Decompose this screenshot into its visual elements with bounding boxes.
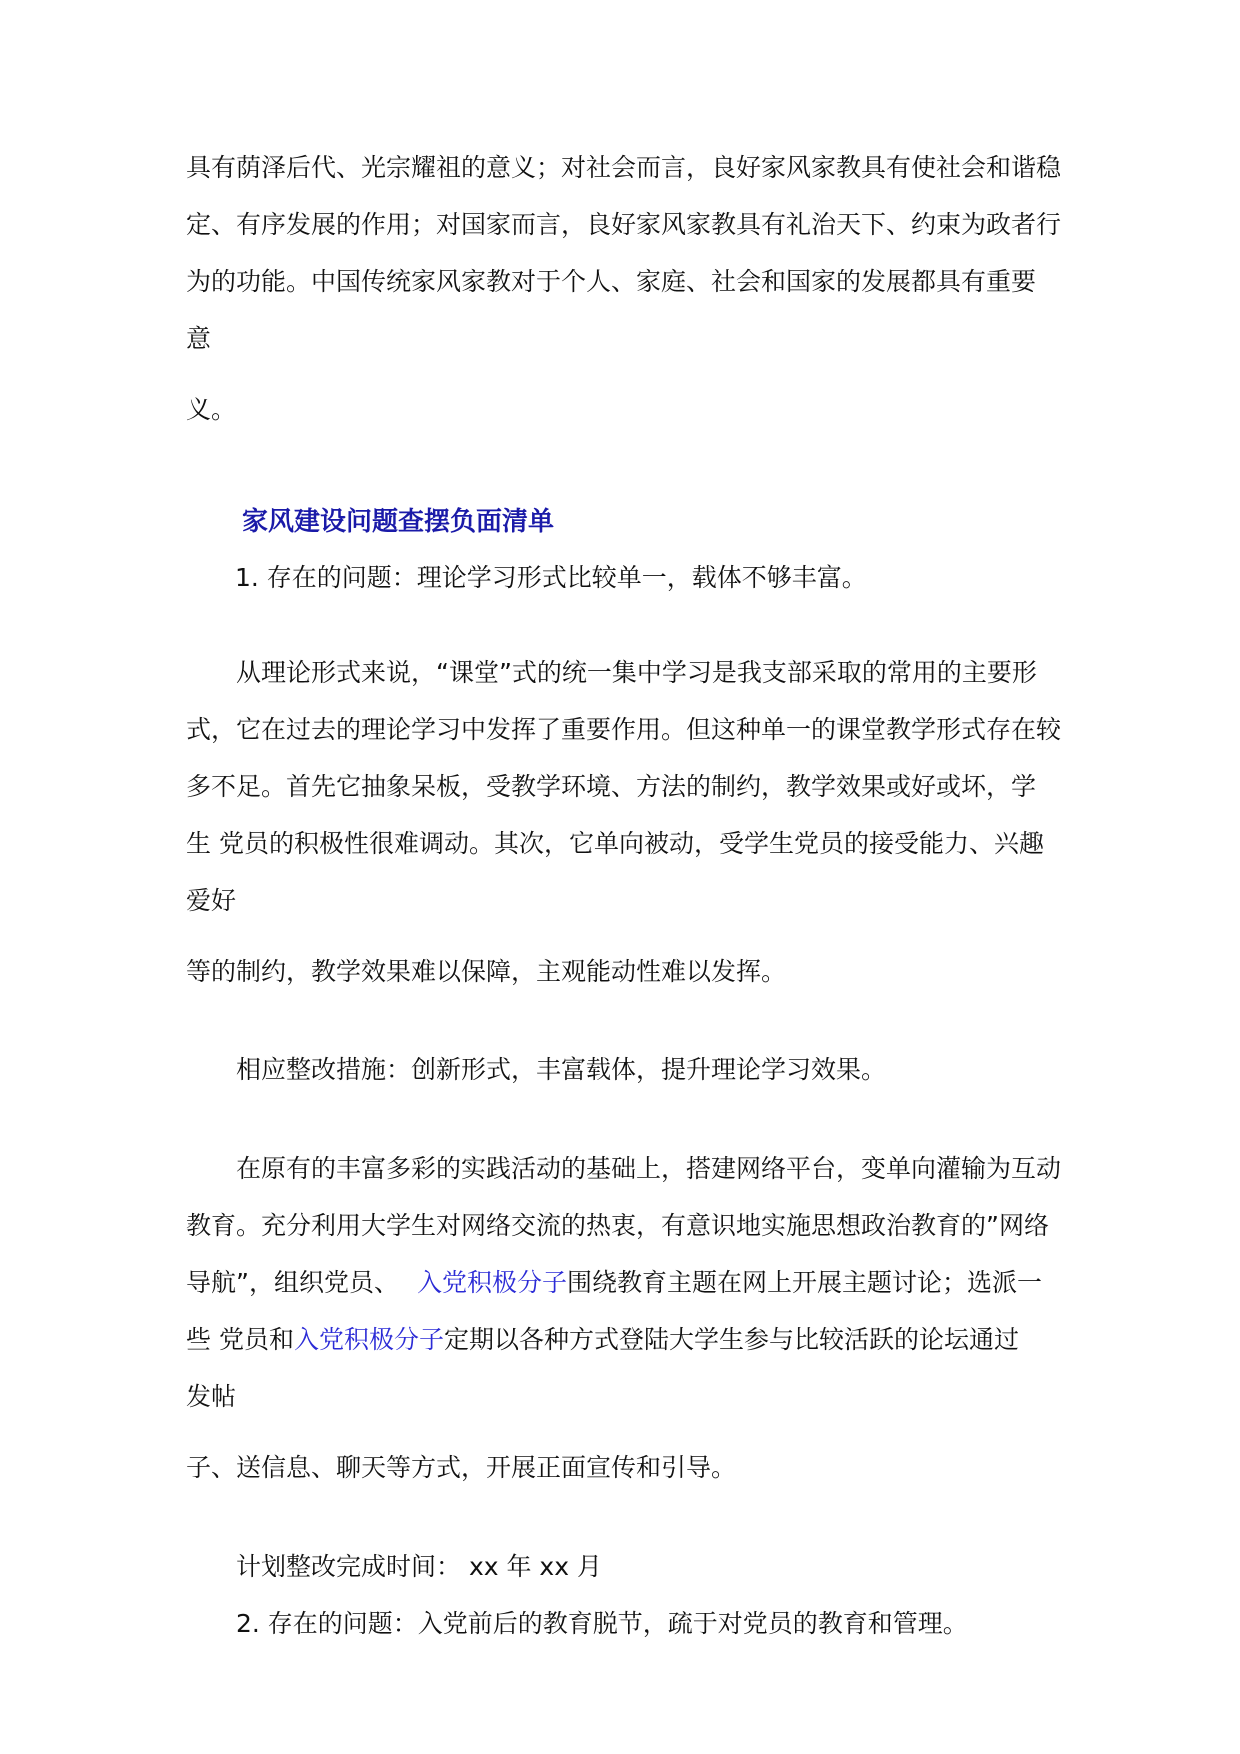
measure-line [186, 1267, 1042, 1299]
activist-link[interactable]: 入党积极分子 [293, 1325, 444, 1354]
intro-line: 为的功能。中国传统家风家教对于个人、家庭、社会和国家的发展都具有重要 [186, 267, 1037, 296]
problem-1: 1. 存在的问题：理论学习形式比较单一，载体不够丰富。 [235, 563, 867, 592]
measure-text: 导航”，组织党员、 [186, 1268, 399, 1297]
measure-line: 发帖 [186, 1382, 237, 1411]
deadline-1: 计划整改完成时间： xx 年 xx 月 [236, 1552, 602, 1581]
activist-link[interactable]: 入党积极分子 [416, 1268, 567, 1297]
body-line: 爱好 [186, 886, 237, 915]
intro-line: 具有荫泽后代、光宗耀祖的意义；对社会而言，良好家风家教具有使社会和谐稳 [186, 153, 1062, 182]
measure-line [186, 1324, 1019, 1356]
measure-text: 定期以各种方式登陆大学生参与比较活跃的论坛通过 [443, 1325, 1019, 1354]
intro-line: 定、有序发展的作用；对国家而言，良好家风家教具有礼治天下、约束为政者行 [186, 210, 1062, 239]
measure-text: 围绕教育主题在网上开展主题讨论；选派一 [566, 1268, 1042, 1297]
intro-line: 义。 [186, 395, 237, 424]
measure-line: 在原有的丰富多彩的实践活动的基础上，搭建网络平台，变单向灌输为互动 [236, 1154, 1062, 1183]
measure-text: 些 党员和 [186, 1325, 294, 1354]
problem-2: 2. 存在的问题：入党前后的教育脱节，疏于对党员的教育和管理。 [236, 1609, 968, 1638]
measure-line: 教育。充分利用大学生对网络交流的热衷，有意识地实施思想政治教育的”网络 [186, 1211, 1049, 1240]
measure-line: 子、送信息、聊天等方式，开展正面宣传和引导。 [186, 1453, 737, 1482]
intro-line: 意 [186, 324, 212, 353]
body-line: 式，它在过去的理论学习中发挥了重要作用。但这种单一的课堂教学形式存在较 [186, 715, 1062, 744]
body-line: 等的制约，教学效果难以保障，主观能动性难以发挥。 [186, 957, 787, 986]
body-line: 生 党员的积极性很难调动。其次，它单向被动，受学生党员的接受能力、兴趣 [186, 829, 1044, 858]
body-line: 从理论形式来说，“课堂”式的统一集中学习是我支部采取的常用的主要形 [236, 658, 1037, 687]
section-heading: 家风建设问题查摆负面清单 [242, 507, 555, 537]
measure-1: 相应整改措施：创新形式，丰富载体，提升理论学习效果。 [236, 1055, 887, 1084]
body-line: 多不足。首先它抽象呆板，受教学环境、方法的制约，教学效果或好或坏，学 [186, 772, 1037, 801]
